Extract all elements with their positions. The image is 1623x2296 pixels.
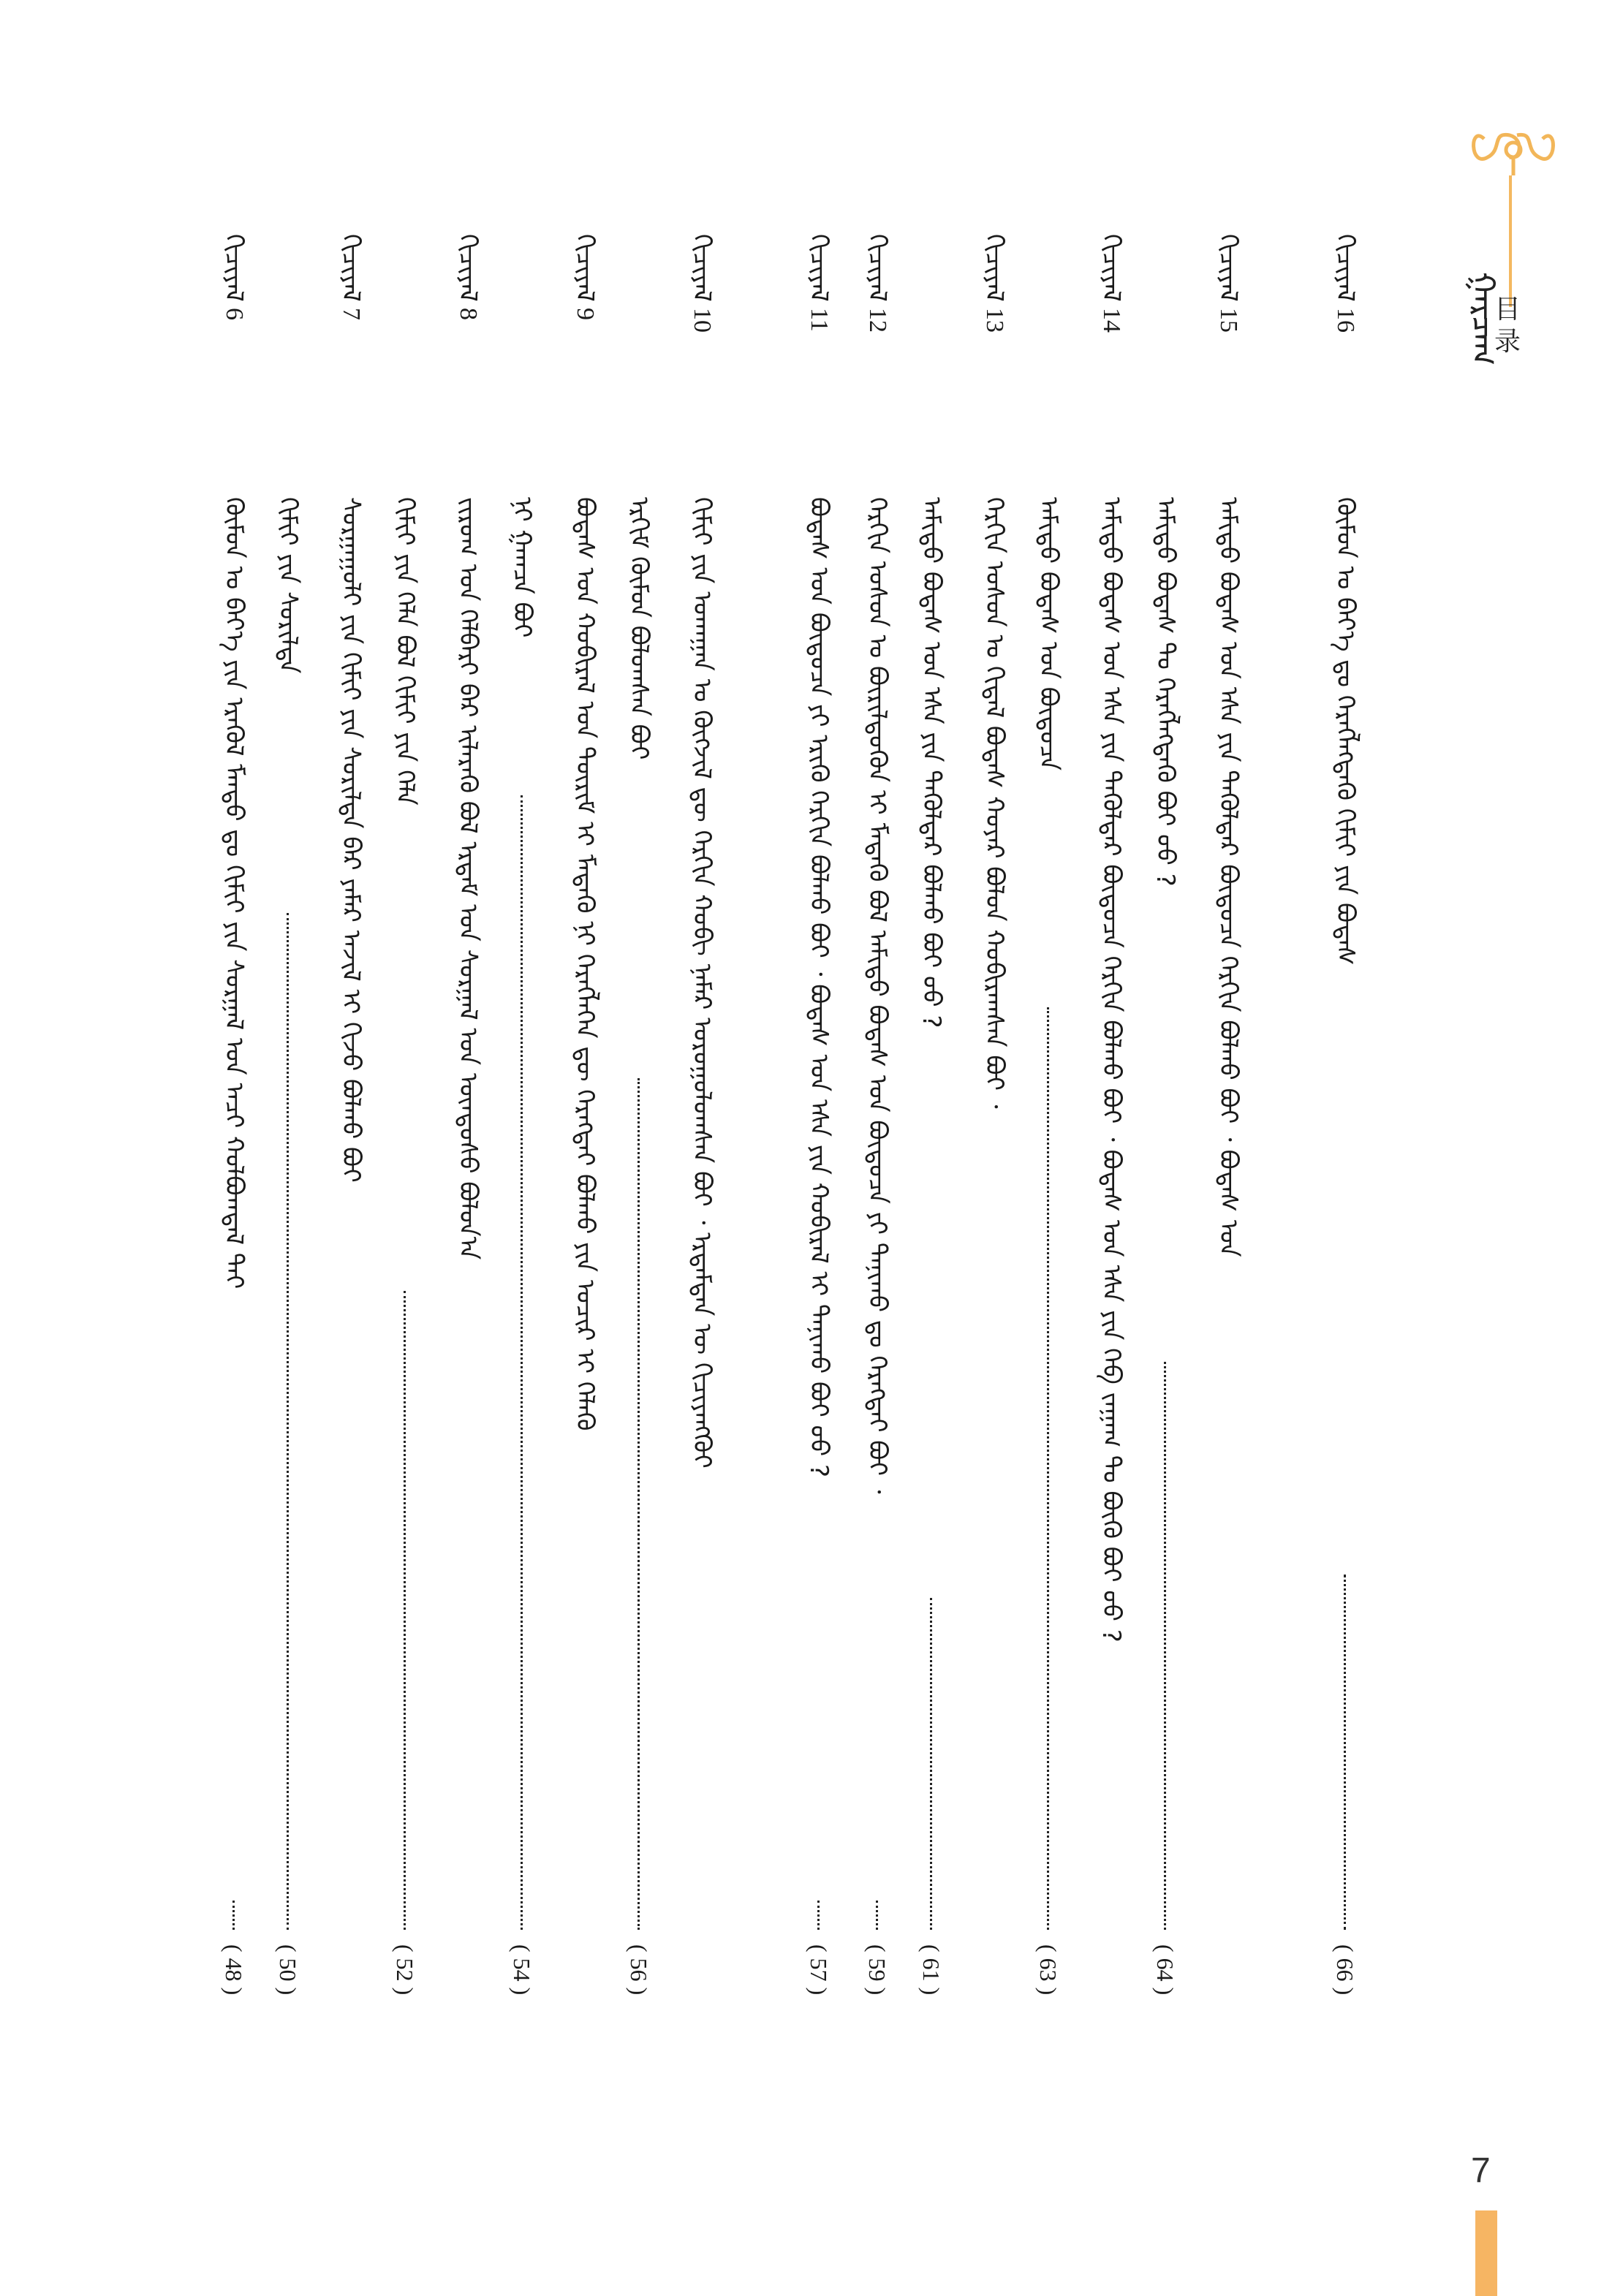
lesson-word: ᠬᠢᠴᠢᠶᠡᠯ bbox=[863, 234, 892, 302]
page-reference[interactable]: ( 63 ) bbox=[1035, 1944, 1062, 1996]
page-reference[interactable]: ( 59 ) bbox=[864, 1944, 890, 1996]
lesson-word: ᠬᠢᠴᠢᠶᠡᠯ bbox=[336, 234, 366, 302]
entry-title-line: ᠨᠢ ᠭᠠᠭᠴᠠ ᠪᠣᠢ bbox=[507, 497, 537, 638]
page-reference[interactable]: ( 64 ) bbox=[1152, 1944, 1179, 1996]
entry-title-line: ᠬᠡᠷᠬᠢᠨ ᠤᠰᠤᠨ ᠤ ᠪᠦᠷᠢᠯᠳᠦᠬᠦᠨ ᠢ ᠮᠡᠳᠡᠬᠦ ᠪᠣᠯ ᠠᠮᠢᠳᠤ ᠪᠣᠳᠠᠰ ᠤᠨ ᠪᠦᠲᠦᠴᠡ ᠶᠢ ᠲᠠᠨᠢᠬᠤ ᠳᠤ ᠬᠡᠷᠡᠭᠲᠡᠢ ᠪᠣᠢ ᠂ bbox=[863, 497, 892, 1494]
page-reference[interactable]: ( 56 ) bbox=[626, 1944, 652, 1996]
page-reference[interactable]: ( 61 ) bbox=[918, 1944, 945, 1996]
entry-title-line: ᠠᠮᠢᠳᠤ ᠪᠣᠳᠠᠰ ᠤᠨ ᠡᠰᠡ ᠶᠢᠨ ᠲᠡᠭᠦᠯᠳᠡᠷ ᠪᠦᠲᠦᠴᠡ ᠬᠡᠷᠬᠢᠨ ᠪᠣᠯᠬᠤ ᠪᠣᠢ ᠂ ᠪᠣᠳᠠᠰ ᠤᠨ bbox=[1214, 497, 1243, 1257]
entry-title-line: ᠠᠮᠢᠳᠤ ᠪᠣᠳᠠᠰ ᠲᠤ ᠬᠡᠷᠡᠭᠯᠡᠭᠳᠡᠬᠦ ᠪᠣᠢ ᠤᠤ ? bbox=[1151, 497, 1180, 887]
page-reference[interactable]: ( 54 ) bbox=[509, 1944, 535, 1996]
lesson-number: 16 bbox=[1332, 307, 1359, 333]
lesson-number: 9 bbox=[572, 307, 599, 320]
header-title-chinese: 目录 bbox=[1494, 295, 1521, 357]
lesson-number: 11 bbox=[806, 307, 833, 332]
entry-title-line: ᠠᠮᠢᠳᠤ ᠪᠣᠳᠠᠰ ᠤᠨ ᠡᠰᠡ ᠶᠢᠨ ᠲᠡᠭᠦᠯᠳᠡᠷ ᠪᠣᠯᠬᠤ ᠪᠣᠢ ᠤᠤ ? bbox=[917, 497, 946, 1028]
lesson-number: 7 bbox=[338, 307, 365, 320]
page-reference[interactable]: ( 66 ) bbox=[1332, 1944, 1358, 1996]
lesson-word: ᠬᠢᠴᠢᠶᠡᠯ bbox=[1214, 234, 1243, 302]
lesson-number: 12 bbox=[864, 307, 891, 333]
entry-title-line: ᠠᠮᠢᠳᠤ ᠪᠣᠳᠠᠰ ᠤᠨ ᠪᠦᠲᠦᠴᠡ bbox=[1034, 497, 1063, 771]
lesson-word: ᠬᠢᠴᠢᠶᠡᠯ bbox=[980, 234, 1009, 302]
lesson-number: 15 bbox=[1215, 307, 1242, 333]
page-number: 7 bbox=[1471, 2151, 1491, 2190]
entry-title-line: ᠬᠢᠮᠢᠢ ᠶᠢᠨ ᠰᠣᠷᠢᠯᠲᠠ bbox=[273, 497, 303, 674]
entry-title-line: ᠵᠢᠷᠤᠭ ᠤᠨ ᠬᠡᠯᠪᠡᠷᠢ ᠪᠡᠷ ᠢᠯᠡᠷᠡᠬᠦ ᠪᠣᠯ ᠡᠷᠳᠡᠮ ᠤᠨ ᠰᠤᠷᠭᠠᠯ ᠤᠨ ᠦᠨᠳᠦᠰᠦ ᠪᠣᠯᠤᠨ᠎ᠠ bbox=[453, 497, 483, 1260]
lesson-number: 8 bbox=[455, 307, 482, 320]
page-reference[interactable]: ( 52 ) bbox=[392, 1944, 418, 1996]
leader-dots bbox=[212, 1901, 256, 1930]
lesson-word: ᠬᠢᠴᠢᠶᠡᠯ bbox=[1331, 234, 1360, 302]
lesson-number: 13 bbox=[981, 307, 1008, 333]
entry-title-line: ᠬᠢᠮᠢᠢ ᠶᠢᠨ ᠤᠬᠠᠭᠠᠨ ᠤ ᠬᠦᠭᠵᠢᠯ ᠳᠦ ᠬᠡᠷᠬᠢᠨ ᠬᠤᠪᠢ ᠨᠡᠮᠡᠷ ᠣᠷᠤᠭᠤᠯᠤᠭᠰᠠᠨ ᠪᠣᠢ ᠂ ᠡᠷᠳᠡᠮᠲᠡᠨ ᠦ ᠬᠢᠴᠢᠶᠡᠩᠭᠦᠢ bbox=[687, 497, 716, 1469]
entry-title-line: ᠬᠦᠮᠦᠨ ᠤ ᠪᠡᠶ᠎ᠡ ᠶᠢᠨ ᠡᠷᠡᠭᠦᠯ ᠮᠡᠨᠳᠦ ᠳᠤ ᠬᠢᠮᠢᠢ ᠶᠢᠨ ᠰᠤᠷᠭᠠᠯ ᠤᠨ ᠠᠴᠢ ᠬᠣᠯᠪᠣᠭᠳᠠᠯ ᠲᠠᠢ bbox=[219, 497, 249, 1289]
lesson-number: 10 bbox=[689, 307, 716, 333]
lesson-label bbox=[212, 234, 256, 475]
entry-title-line: ᠰᠤᠷᠭᠠᠭᠤᠯᠢ ᠶᠢᠨ ᠬᠢᠮᠢᠢ ᠶᠢᠨ ᠰᠣᠷᠢᠯᠲᠠ ᠪᠠᠷ ᠶᠠᠮᠠᠷ ᠠᠵᠢᠯ ᠢ ᠬᠢᠵᠦ ᠪᠣᠯᠬᠤ ᠪᠣᠢ bbox=[336, 497, 366, 1183]
toc-entry[interactable] bbox=[0, 234, 1623, 2017]
entry-title-line: ᠡᠷᠬᠢᠮ ᠬᠦᠮᠦᠨ ᠪᠣᠯᠤᠭᠰᠠᠨ ᠪᠣᠢ bbox=[624, 497, 654, 760]
lesson-word: ᠬᠢᠴᠢᠶᠡᠯ bbox=[570, 234, 599, 302]
lesson-number: 6 bbox=[221, 307, 248, 320]
page-reference[interactable]: ( 57 ) bbox=[806, 1944, 832, 1996]
page-reference[interactable]: ( 50 ) bbox=[275, 1944, 301, 1996]
lesson-word: ᠬᠢᠴᠢᠶᠡᠯ bbox=[687, 234, 716, 302]
entry-title-line: ᠬᠦᠮᠦᠨ ᠤ ᠪᠡᠶ᠎ᠡ ᠳᠤ ᠬᠡᠷᠡᠭᠯᠡᠭᠳᠡᠬᠦ ᠬᠢᠮᠢᠢ ᠶᠢᠨ ᠪᠣᠳᠠᠰ bbox=[1331, 497, 1360, 966]
entry-title-line: ᠬᠡᠷᠬᠢᠨ ᠤᠰᠤᠨ ᠤ ᠬᠢᠳᠠᠯ ᠪᠣᠳᠠᠰ ᠬᠣᠶᠠᠷ ᠪᠣᠯᠤᠨ ᠬᠤᠪᠢᠷᠠᠭᠰᠠᠨ ᠪᠣᠢ ᠂ bbox=[980, 497, 1009, 1109]
entry-title-line: ᠪᠣᠳᠠᠰ ᠤᠨ ᠪᠦᠲᠦᠴᠡ ᠶᠢ ᠡᠷᠢᠬᠦ ᠬᠡᠷᠬᠢᠨ ᠪᠣᠯᠬᠤ ᠪᠣᠢ ᠂ ᠪᠣᠳᠠᠰ ᠤᠨ ᠡᠰᠡ ᠶᠢᠨ ᠬᠤᠪᠢᠷᠠᠯ ᠢ ᠲᠠᠨᠢᠬᠤ ᠪᠣᠢ ᠤᠤ ? bbox=[804, 497, 833, 1478]
lesson-word: ᠬᠢᠴᠢᠶᠡᠯ bbox=[453, 234, 483, 302]
entry-title-line: ᠠᠮᠢᠳᠤ ᠪᠣᠳᠠᠰ ᠤᠨ ᠡᠰᠡ ᠶᠢᠨ ᠲᠡᠭᠦᠯᠳᠡᠷ ᠪᠦᠲᠦᠴᠡ ᠬᠡᠷᠬᠢᠨ ᠪᠣᠯᠬᠤ ᠪᠣᠢ ᠂ ᠪᠣᠳᠠᠰ ᠤᠨ ᠡᠰᠡ ᠶᠢᠨ ᠬᠡᠪ ᠵᠠᠭᠠᠭ ᠲᠤ ᠪᠦᠬᠦ ᠪᠣᠢ ᠤᠤ ? bbox=[1097, 497, 1126, 1643]
lesson-word: ᠬᠢᠴᠢᠶᠡᠯ bbox=[1097, 234, 1126, 302]
entry-title-line: ᠬᠢᠮᠢᠢ ᠶᠢᠨ ᠬᠡᠯᠡ ᠪᠣᠯ ᠬᠢᠮᠢᠢ ᠶᠢᠨ ᠬᠡᠯᠡ bbox=[390, 497, 420, 806]
lesson-word: ᠬᠢᠴᠢᠶᠡᠯ bbox=[219, 234, 249, 302]
entry-title-line: ᠪᠣᠳᠠᠰ ᠤᠨ ᠬᠤᠪᠢᠷᠠᠯ ᠤᠨ ᠳᠦᠷᠢᠮ ᠢ ᠮᠡᠳᠡᠬᠦ ᠨᠢ ᠬᠡᠷᠡᠭᠯᠡᠭᠡᠨ ᠳᠦ ᠬᠡᠷᠡᠭᠲᠡᠢ ᠪᠣᠯᠬᠤ ᠶᠢᠨ ᠤᠴᠢᠷ ᠢ ᠬᠡᠯᠡᠬᠦ bbox=[570, 497, 599, 1431]
edge-marker bbox=[1475, 2210, 1497, 2296]
header-title-mongolian: ᠭᠠᠷᠴᠠᠭ bbox=[1464, 272, 1502, 366]
page-reference[interactable]: ( 48 ) bbox=[221, 1944, 247, 1996]
lesson-number: 14 bbox=[1098, 307, 1125, 333]
lesson-word: ᠬᠢᠴᠢᠶᠡᠯ bbox=[804, 234, 833, 302]
